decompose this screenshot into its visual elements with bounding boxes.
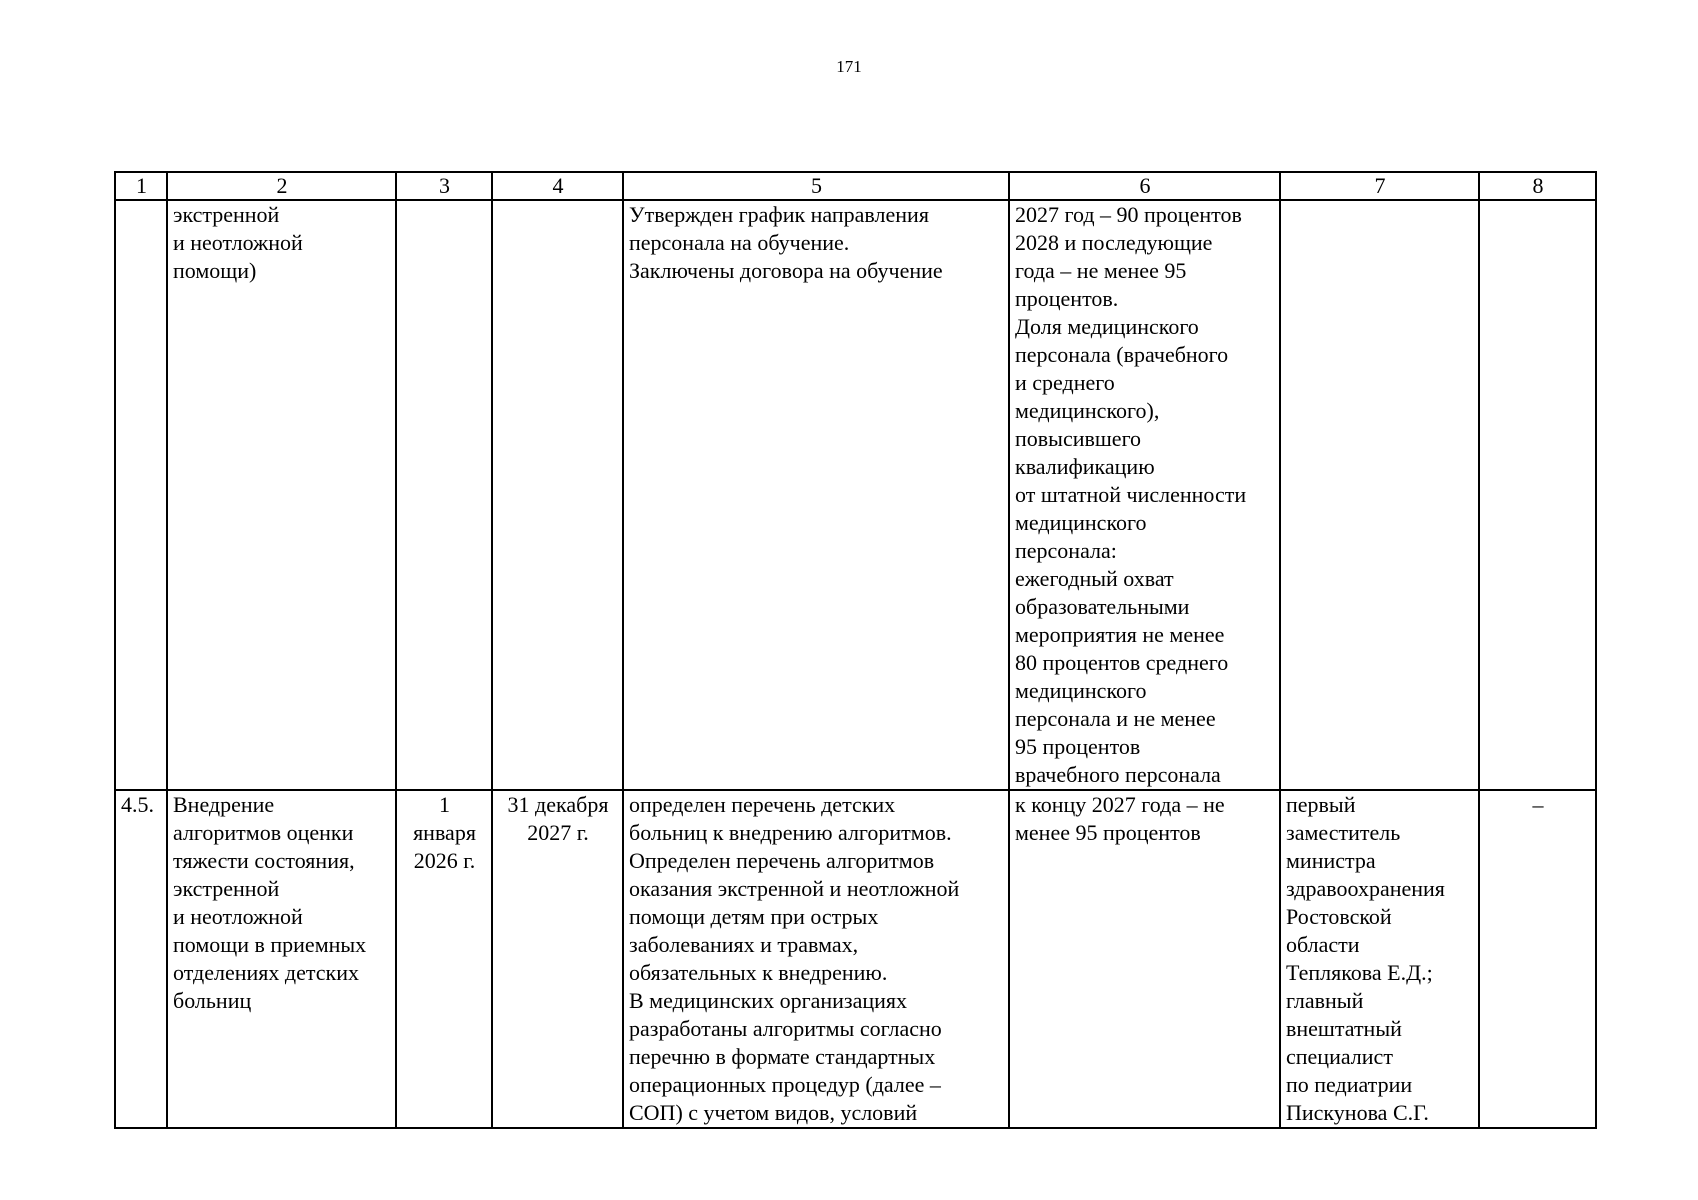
text-line: 2026 г. bbox=[413, 848, 476, 873]
column-number-6: 6 bbox=[1009, 172, 1280, 200]
text-line: области bbox=[1286, 932, 1360, 957]
text-line: больниц к внедрению алгоритмов. bbox=[629, 820, 952, 845]
text-line: здравоохранения bbox=[1286, 876, 1445, 901]
text-line: помощи) bbox=[173, 258, 257, 283]
text-line: Теплякова Е.Д.; bbox=[1286, 960, 1433, 985]
text-line: В медицинских организациях bbox=[629, 988, 908, 1013]
text-line: перечню в формате стандартных bbox=[629, 1044, 936, 1069]
text-line: от штатной численности bbox=[1015, 482, 1247, 507]
cell-number: 4.5. bbox=[115, 790, 167, 1128]
text-line: министра bbox=[1286, 848, 1376, 873]
column-number-1: 1 bbox=[115, 172, 167, 200]
cell-end-date bbox=[492, 200, 623, 790]
column-number-8: 8 bbox=[1479, 172, 1596, 200]
text-line: мероприятия не менее bbox=[1015, 622, 1225, 647]
column-number-7: 7 bbox=[1280, 172, 1479, 200]
column-number-3: 3 bbox=[396, 172, 492, 200]
text-line: Ростовской bbox=[1286, 904, 1392, 929]
cell-indicator bbox=[1009, 790, 1280, 1128]
text-line: Заключены договора на обучение bbox=[629, 258, 943, 283]
cell-start-date bbox=[396, 200, 492, 790]
text-line: заболеваниях и травмах, bbox=[629, 932, 859, 957]
text-line: ежегодный охват bbox=[1015, 566, 1174, 591]
text-line: и среднего bbox=[1015, 370, 1115, 395]
column-number-4: 4 bbox=[492, 172, 623, 200]
text-line: 31 декабря bbox=[507, 792, 609, 817]
text-line: персонала на обучение. bbox=[629, 230, 850, 255]
text-line: Утвержден график направления bbox=[629, 202, 929, 227]
text-line: Доля медицинского bbox=[1015, 314, 1199, 339]
text-line: экстренной bbox=[173, 876, 280, 901]
text-line: отделениях детских bbox=[173, 960, 359, 985]
text-line: 2028 и последующие bbox=[1015, 230, 1213, 255]
text-line: врачебного персонала bbox=[1015, 762, 1221, 787]
cell-start-date bbox=[396, 790, 492, 1128]
column-number-5: 5 bbox=[623, 172, 1009, 200]
text-line: обязательных к внедрению. bbox=[629, 960, 888, 985]
cell-number bbox=[115, 200, 167, 790]
text-line: Пискунова С.Г. bbox=[1286, 1100, 1429, 1125]
text-line: 1 bbox=[439, 792, 450, 817]
column-number-2: 2 bbox=[167, 172, 396, 200]
cell-result bbox=[623, 200, 1009, 790]
text-line: менее 95 процентов bbox=[1015, 820, 1201, 845]
text-line: СОП) с учетом видов, условий bbox=[629, 1100, 918, 1125]
text-line: и неотложной bbox=[173, 904, 303, 929]
text-line: внештатный bbox=[1286, 1016, 1402, 1041]
text-line: к концу 2027 года – не bbox=[1015, 792, 1225, 817]
text-line: экстренной bbox=[173, 202, 280, 227]
cell-event-name bbox=[167, 790, 396, 1128]
text-line: 80 процентов среднего bbox=[1015, 650, 1229, 675]
text-line: процентов. bbox=[1015, 286, 1119, 311]
table-header-row bbox=[115, 172, 1596, 200]
cell-responsible bbox=[1280, 200, 1479, 790]
text-line: определен перечень детских bbox=[629, 792, 896, 817]
cell-end-date bbox=[492, 790, 623, 1128]
text-line: больниц bbox=[173, 988, 252, 1013]
text-line: операционных процедур (далее – bbox=[629, 1072, 941, 1097]
text-line: персонала (врачебного bbox=[1015, 342, 1229, 367]
text-line: и неотложной bbox=[173, 230, 303, 255]
cell-event-name bbox=[167, 200, 396, 790]
text-line: января bbox=[413, 820, 476, 845]
cell-note: – bbox=[1479, 790, 1596, 1128]
text-line: года – не менее 95 bbox=[1015, 258, 1187, 283]
text-line: персонала: bbox=[1015, 538, 1117, 563]
text-line: образовательными bbox=[1015, 594, 1190, 619]
text-line: медицинского bbox=[1015, 678, 1147, 703]
cell-result bbox=[623, 790, 1009, 1128]
plan-table bbox=[114, 171, 1597, 1129]
text-line: помощи в приемных bbox=[173, 932, 367, 957]
cell-responsible bbox=[1280, 790, 1479, 1128]
text-line: 2027 год – 90 процентов bbox=[1015, 202, 1242, 227]
text-line: 2027 г. bbox=[527, 820, 589, 845]
table-row-continuation bbox=[115, 200, 1596, 790]
text-line: персонала и не менее bbox=[1015, 706, 1216, 731]
text-line: алгоритмов оценки bbox=[173, 820, 354, 845]
text-line: главный bbox=[1286, 988, 1364, 1013]
text-line: квалификацию bbox=[1015, 454, 1155, 479]
text-line: Определен перечень алгоритмов bbox=[629, 848, 935, 873]
text-line: 95 процентов bbox=[1015, 734, 1141, 759]
text-line: медицинского bbox=[1015, 510, 1147, 535]
text-line: медицинского), bbox=[1015, 398, 1160, 423]
text-line: специалист bbox=[1286, 1044, 1393, 1069]
cell-indicator bbox=[1009, 200, 1280, 790]
text-line: Внедрение bbox=[173, 792, 275, 817]
text-line: тяжести состояния, bbox=[173, 848, 355, 873]
table-row-4-5 bbox=[115, 790, 1596, 1128]
text-line: заместитель bbox=[1286, 820, 1401, 845]
cell-note bbox=[1479, 200, 1596, 790]
page-number: 171 bbox=[836, 57, 862, 76]
text-line: помощи детям при острых bbox=[629, 904, 879, 929]
text-line: разработаны алгоритмы согласно bbox=[629, 1016, 942, 1041]
text-line: по педиатрии bbox=[1286, 1072, 1413, 1097]
text-line: оказания экстренной и неотложной bbox=[629, 876, 960, 901]
text-line: повысившего bbox=[1015, 426, 1142, 451]
text-line: первый bbox=[1286, 792, 1356, 817]
